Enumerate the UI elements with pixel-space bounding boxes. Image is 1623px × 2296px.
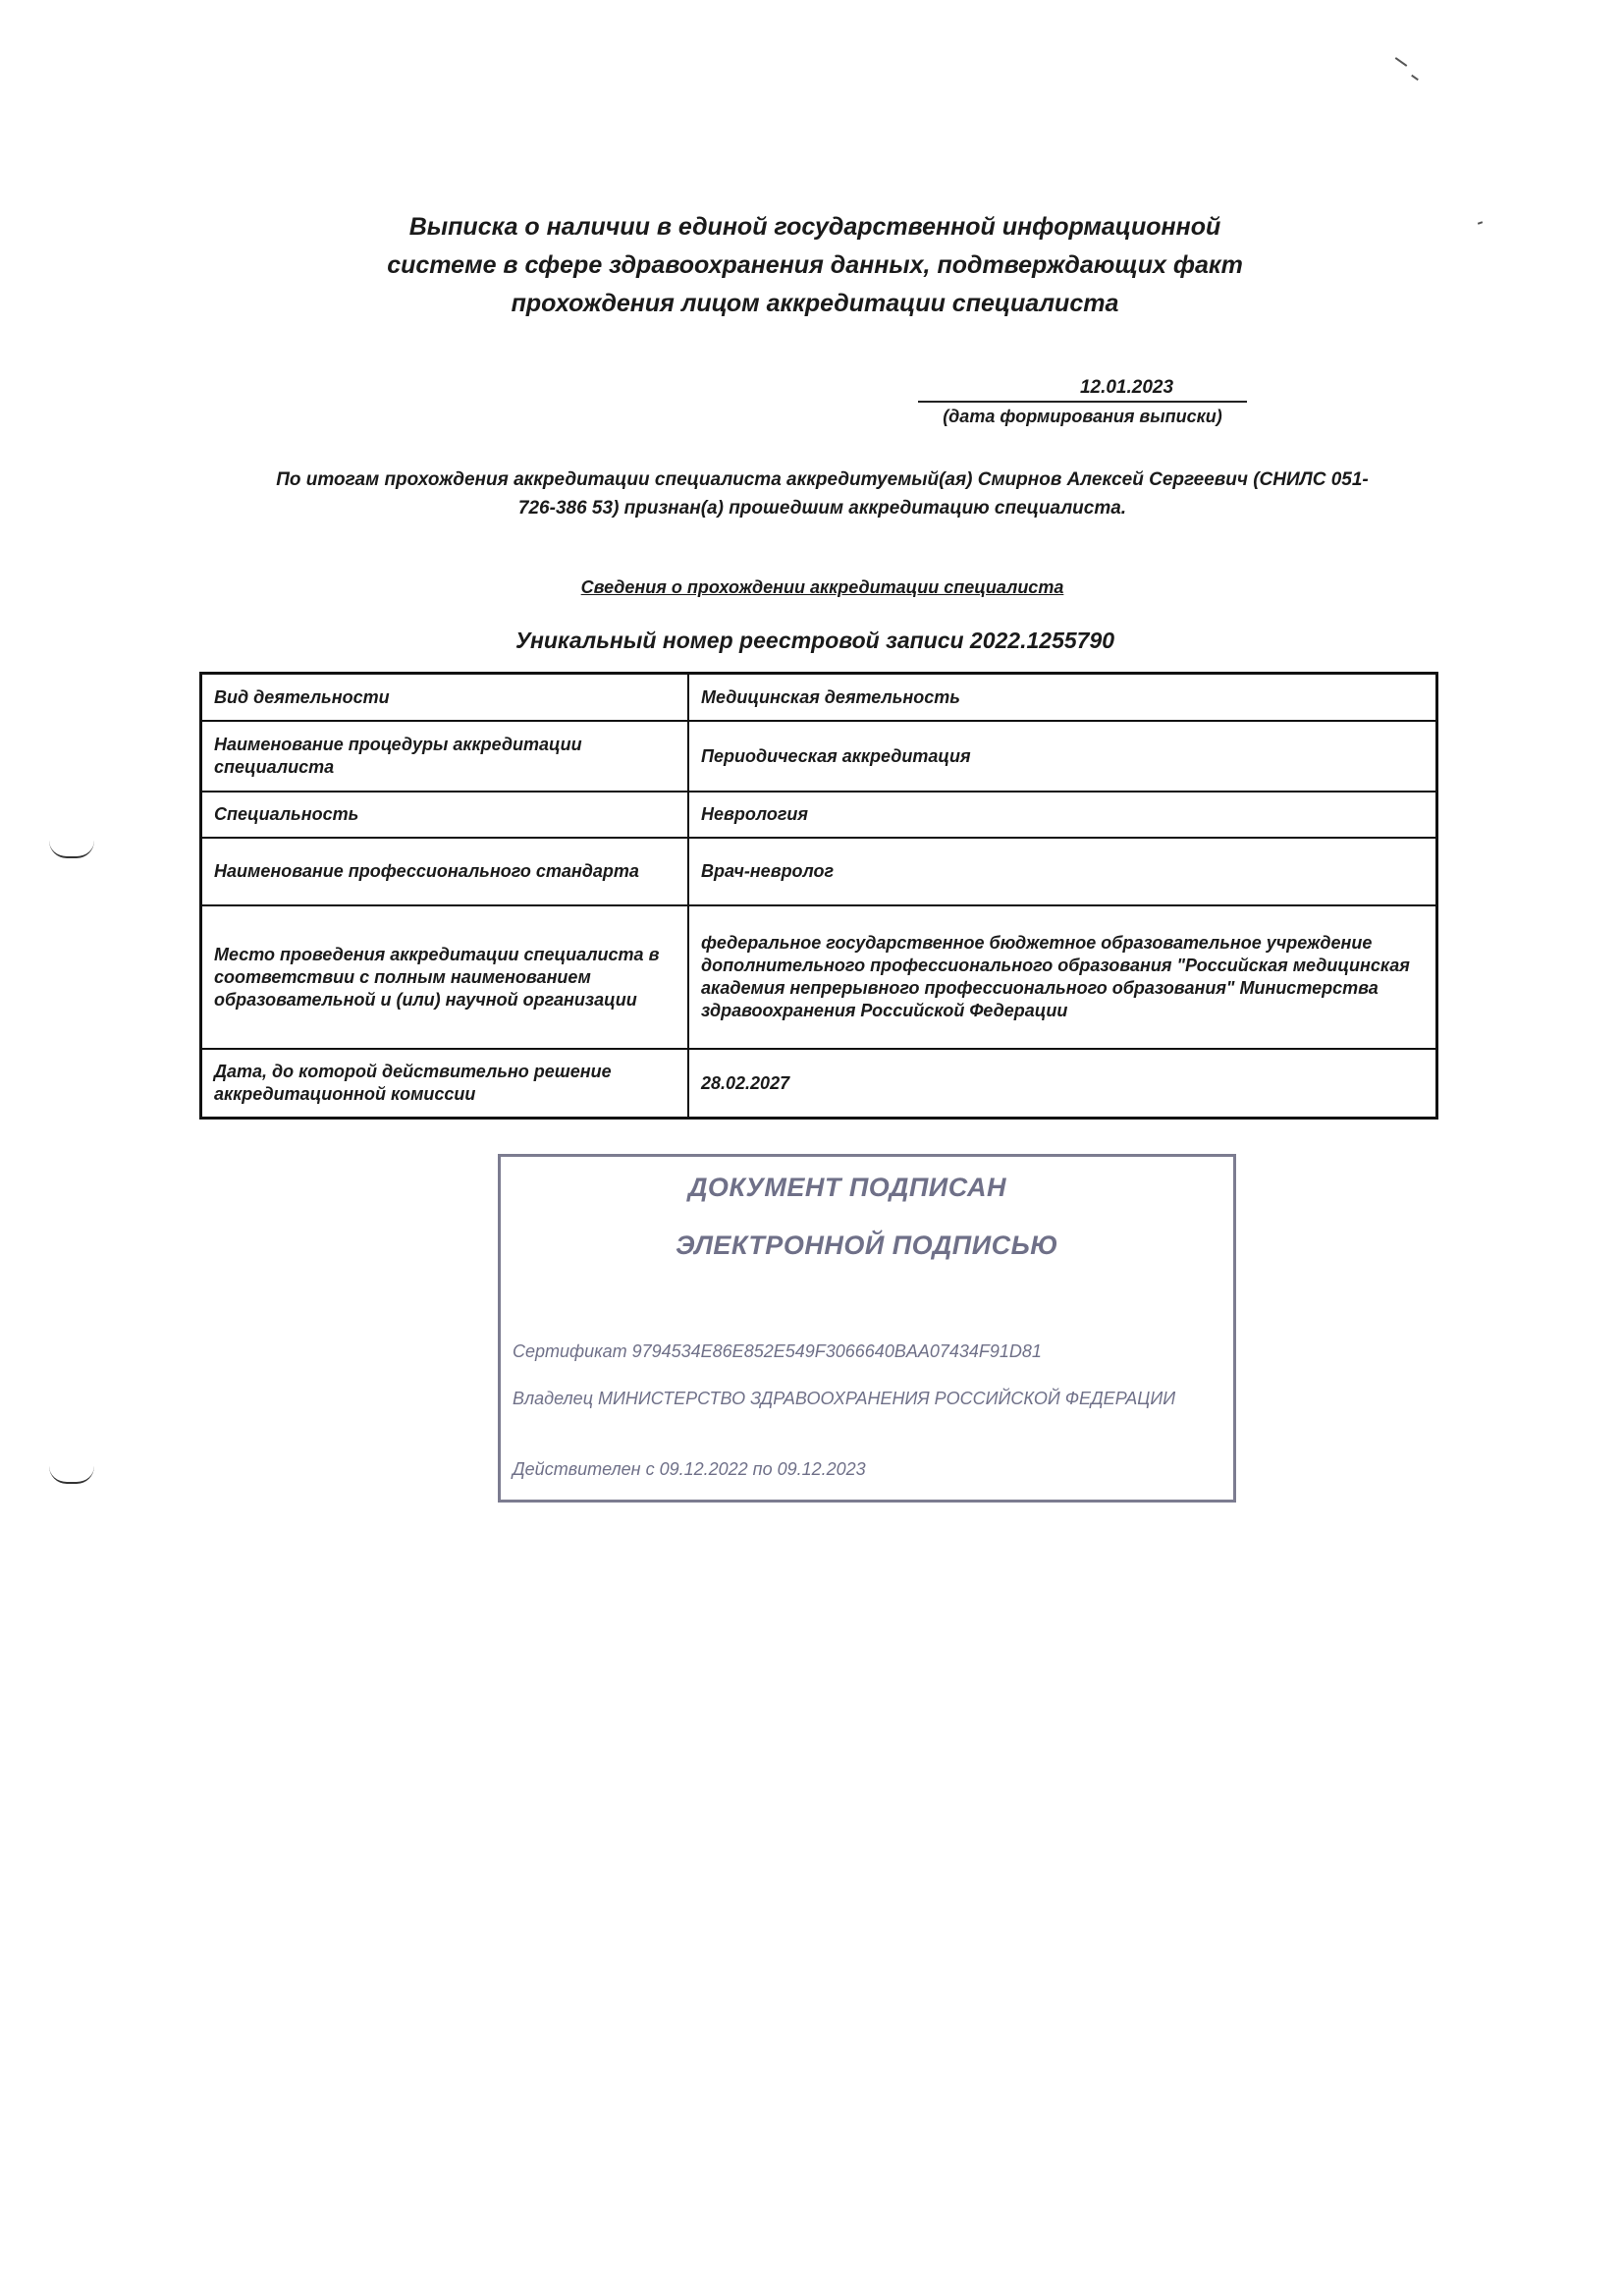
row-label: Вид деятельности <box>201 674 689 722</box>
row-label: Наименование процедуры аккредитации специалиста <box>201 721 689 792</box>
row-value: Врач-невролог <box>688 838 1437 905</box>
intro-line: 726-386 53) признан(а) прошедшим аккредитацию специалиста. <box>517 498 1127 519</box>
registry-number: Уникальный номер реестровой записи 2022.1255790 <box>514 628 1115 653</box>
row-label: Дата, до которой действительно решение аккредитационной комиссии <box>201 1049 689 1119</box>
issue-date: 12.01.2023 <box>918 375 1247 403</box>
row-value: 28.02.2027 <box>688 1049 1437 1119</box>
scan-speck <box>1395 57 1408 67</box>
accreditation-details-table <box>199 672 1438 1120</box>
scan-speck <box>1411 75 1419 81</box>
document-title <box>295 208 1335 323</box>
title-line: Выписка о наличии в единой государственной информационной <box>408 213 1221 241</box>
stamp-subtitle: ЭЛЕКТРОННОЙ ПОДПИСЬЮ <box>676 1230 1058 1260</box>
table-row <box>201 721 1437 792</box>
row-label: Наименование профессионального стандарта <box>201 838 689 905</box>
title-line: прохождения лицом аккредитации специалиста <box>511 290 1119 317</box>
stamp-title: ДОКУМЕНТ ПОДПИСАН <box>687 1173 1007 1202</box>
row-label: Специальность <box>201 792 689 838</box>
electronic-signature-stamp <box>498 1154 1236 1503</box>
scan-margin-mark <box>49 841 94 858</box>
table-row <box>201 1049 1437 1119</box>
intro-line: По итогам прохождения аккредитации специалиста аккредитуемый(ая) Смирнов Алексей Сергеевич (СНИЛС 051- <box>276 469 1369 490</box>
table-row <box>201 838 1437 905</box>
row-value: Неврология <box>688 792 1437 838</box>
issue-date-block <box>918 375 1247 430</box>
section-heading: Сведения о прохождении аккредитации специалиста <box>580 577 1064 597</box>
table-row <box>201 905 1437 1049</box>
scan-speck <box>1478 221 1483 225</box>
row-value: Периодическая аккредитация <box>688 721 1437 792</box>
table-row <box>201 792 1437 838</box>
row-value: федеральное государственное бюджетное образовательное учреждение дополнительного профессионального образования "Российская медицинская академия непрерывного профессионального образования" Министерства здравоохранения Российской Федерации <box>688 905 1437 1049</box>
issue-date-caption: (дата формирования выписки) <box>943 407 1222 426</box>
row-label: Место проведения аккредитации специалиста в соответствии с полным наименованием образовательной и (или) научной организации <box>201 905 689 1049</box>
intro-paragraph <box>211 465 1434 522</box>
stamp-certificate: Сертификат 9794534E86E852E549F3066640BAA07434F91D81 <box>513 1341 1042 1361</box>
scan-margin-mark <box>49 1466 94 1484</box>
table-row <box>201 674 1437 722</box>
stamp-validity: Действителен с 09.12.2022 по 09.12.2023 <box>513 1459 866 1479</box>
title-line: системе в сфере здравоохранения данных, подтверждающих факт <box>387 251 1243 279</box>
row-value: Медицинская деятельность <box>688 674 1437 722</box>
stamp-owner: Владелец МИНИСТЕРСТВО ЗДРАВООХРАНЕНИЯ РОССИЙСКОЙ ФЕДЕРАЦИИ <box>513 1389 1176 1408</box>
